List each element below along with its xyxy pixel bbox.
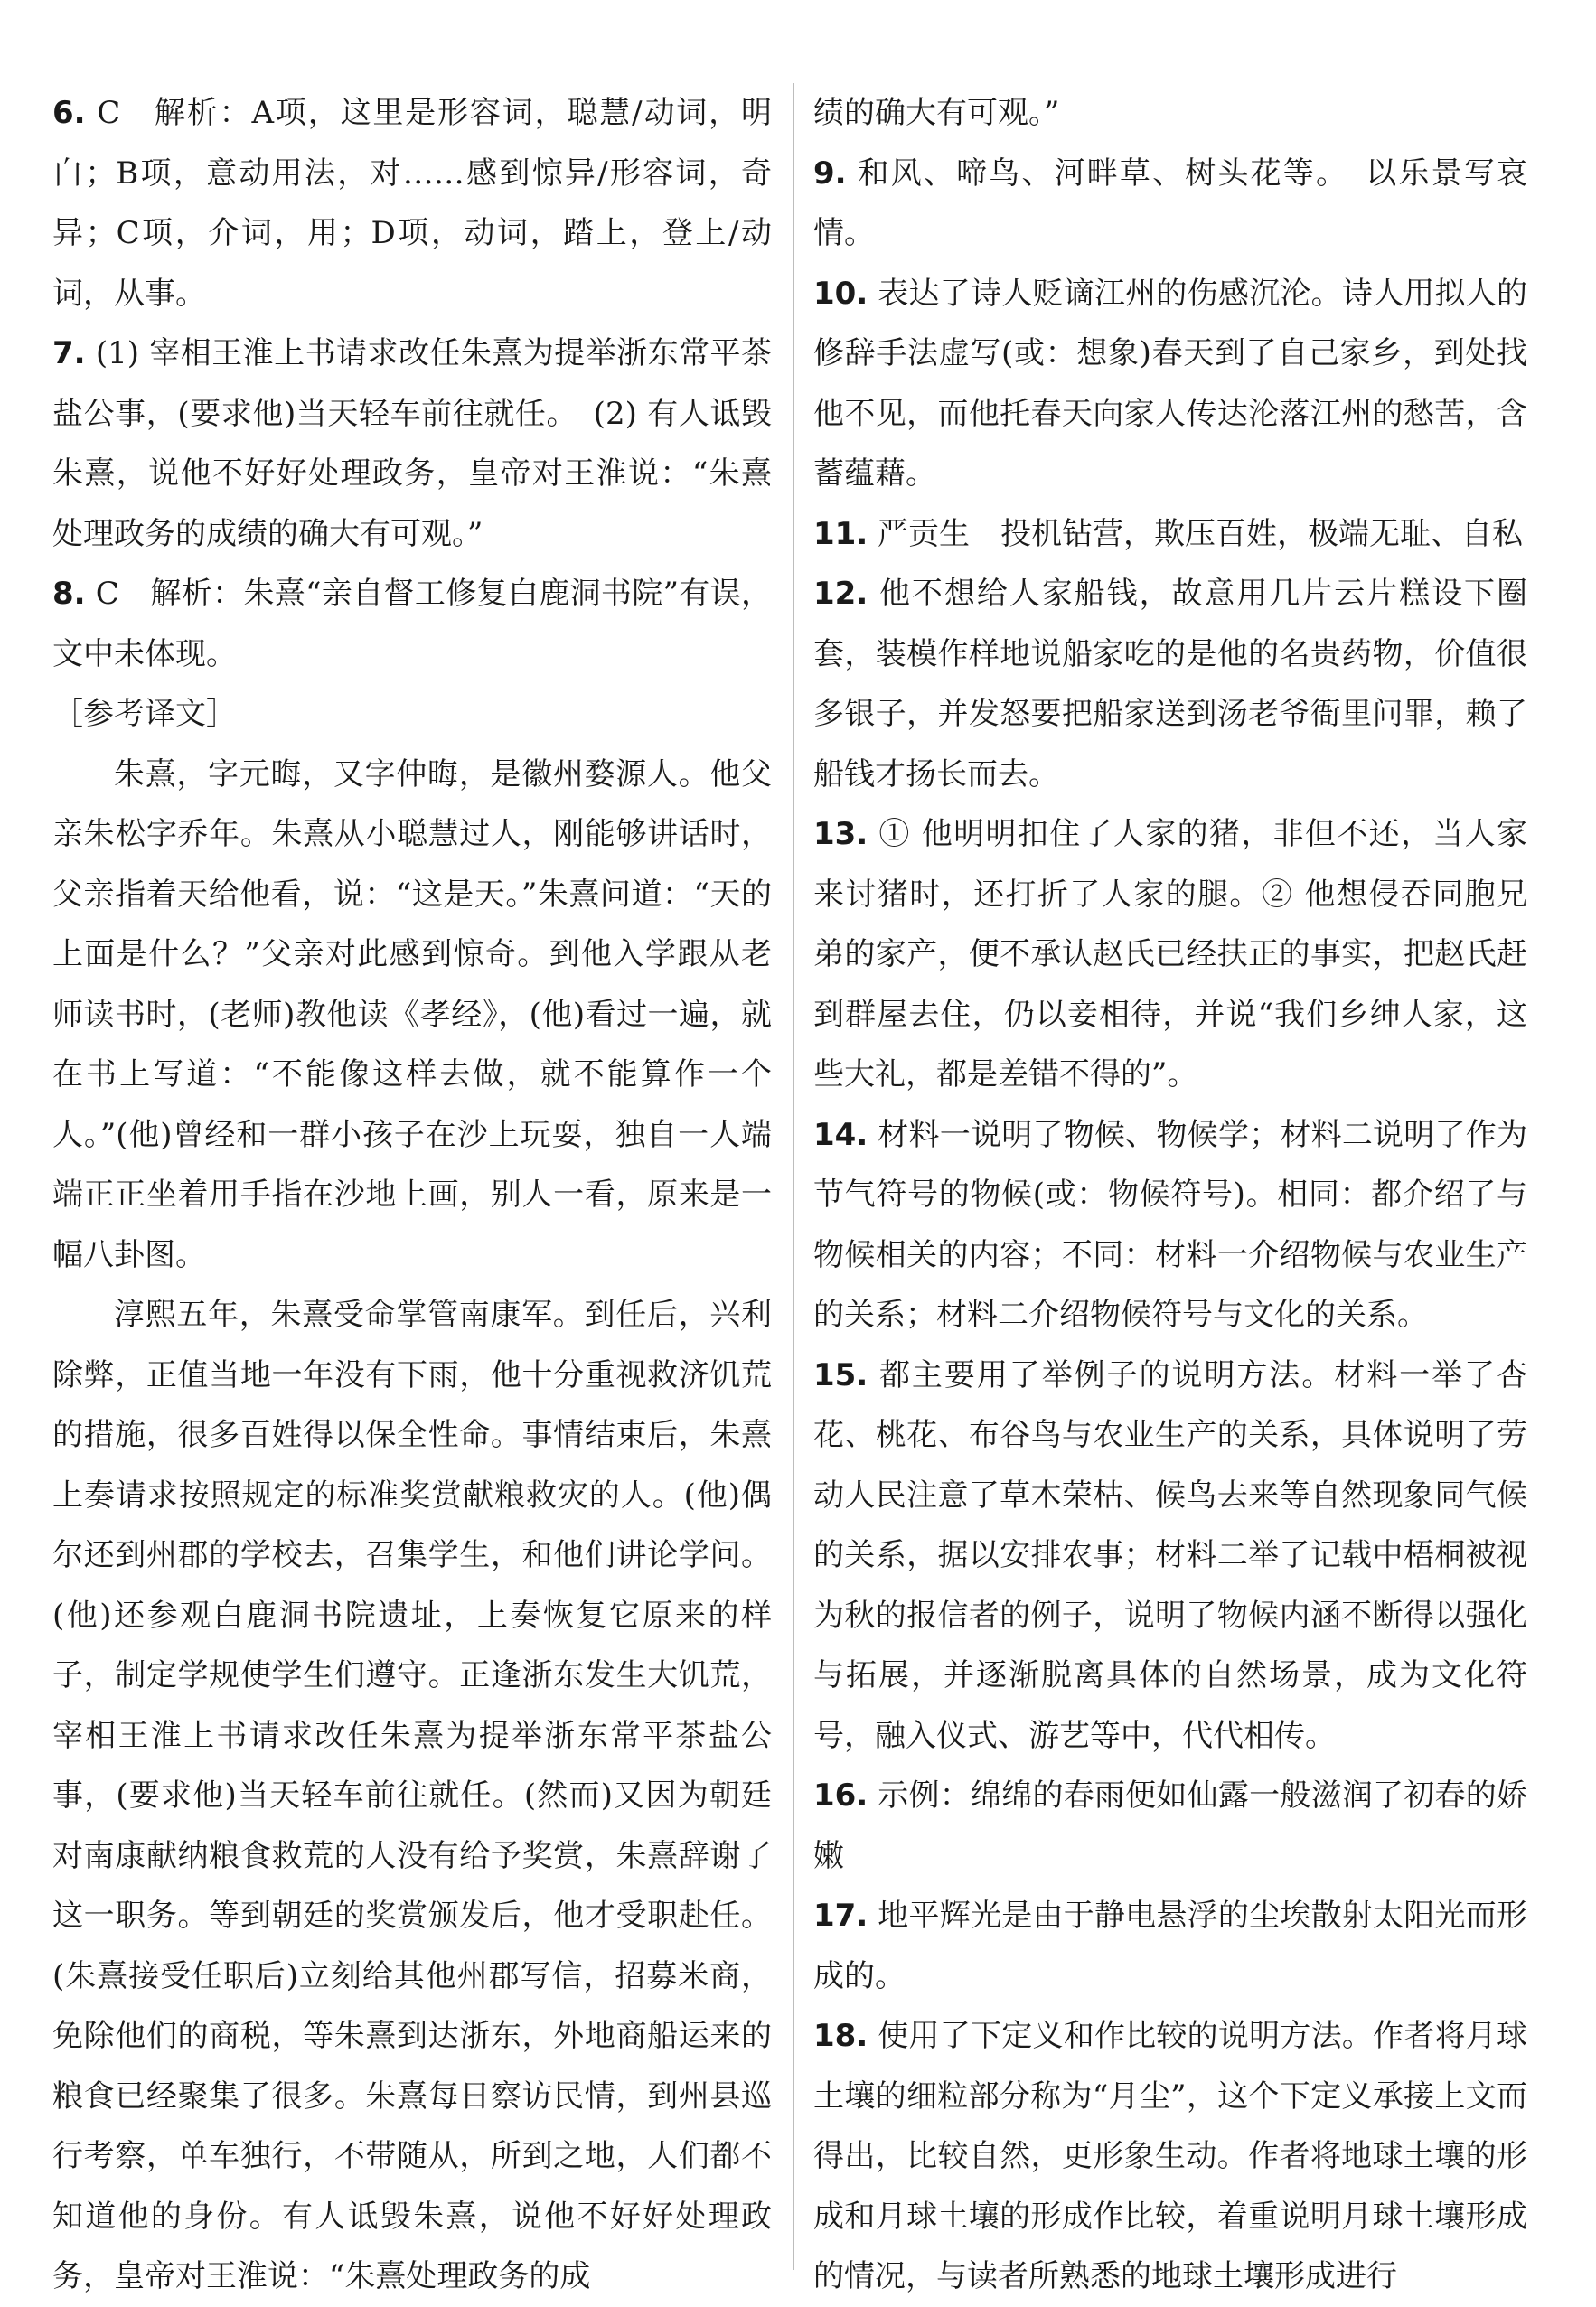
item-number: 9. [813, 155, 847, 192]
translation-continuation: 绩的确大有可观。” [813, 95, 1060, 131]
answer-item-16 [813, 1766, 1527, 1886]
item-text: 地平辉光是由于静电悬浮的尘埃散射太阳光而形成的。 [813, 1898, 1527, 1994]
item-text: (1) 宰相王淮上书请求改任朱熹为提举浙东常平茶盐公事，(要求他)当天轻车前往就任。 (2) 有人诋毁朱熹，说他不好好处理政务，皇帝对王淮说：“朱熹处理政务的成绩的确大有可观。” [52, 335, 772, 552]
item-text: 示例：绵绵的春雨便如仙露一般滋润了初春的娇嫩 [813, 1777, 1527, 1874]
answer-item-18 [813, 2006, 1527, 2307]
item-text: 都主要用了举例子的说明方法。材料一举了杏花、桃花、布谷鸟与农业生产的关系，具体说明了劳动人民注意了草木荣枯、候鸟去来等自然现象同气候的关系，据以安排农事；材料二举了记载中梧桐被视为秋的报信者的例子，说明了物候内涵不断得以强化与拓展，并逐渐脱离具体的自然场景，成为文化符号，融入仪式、游艺等中，代代相传。 [813, 1356, 1527, 1754]
item-number: 7. [52, 335, 86, 371]
answer-item-9 [813, 144, 1527, 264]
item-text: C 解析：A项，这里是形容词，聪慧/动词，明白；B项，意动用法，对……感到惊异/形容词，奇异；C项，介词，用；D项，动词，踏上，登上/动词，从事。 [52, 95, 772, 312]
translation-label: ［参考译文］ [52, 696, 237, 732]
item-text: C 解析：朱熹“亲自督工修复白鹿洞书院”有误，文中未体现。 [52, 576, 772, 672]
item-number: 14. [813, 1116, 868, 1153]
answer-item-17 [813, 1886, 1527, 2006]
translation-paragraph: 淳熙五年，朱熹受命掌管南康军。到任后，兴利除弊，正值当地一年没有下雨，他十分重视救济饥荒的措施，很多百姓得以保全性命。事情结束后，朱熹上奏请求按照规定的标准奖赏献粮救灾的人。(他)偶尔还到州郡的学校去，召集学生，和他们讲论学问。(他)还参观白鹿洞书院遗址，上奏恢复它原来的样子，制定学规使学生们遵守。正逢浙东发生大饥荒，宰相王淮上书请求改任朱熹为提举浙东常平茶盐公事，(要求他)当天轻车前往就任。(然而)又因为朝廷对南康献纳粮食救荒的人没有给予奖赏，朱熹辞谢了这一职务。等到朝廷的奖赏颁发后，他才受职赴任。(朱熹接受任职后)立刻给其他州郡写信，招募米商，免除他们的商税，等朱熹到达浙东，外地商船运来的粮食已经聚集了很多。朱熹每日察访民情，到州县巡行考察，单车独行，不带随从，所到之地，人们都不知道他的身份。有人诋毁朱熹，说他不好好处理政务，皇帝对王淮说：“朱熹处理政务的成 [52, 1297, 772, 2294]
left-column [52, 83, 772, 2307]
item-number: 8. [52, 576, 86, 612]
column-divider [793, 83, 794, 2270]
item-number: 16. [813, 1777, 868, 1814]
item-text: 材料一说明了物候、物候学；材料二说明了作为节气符号的物候(或：物候符号)。相同：都介绍了与物候相关的内容；不同：材料一介绍物候与农业生产的关系；材料二介绍物候符号与文化的关系。 [813, 1116, 1527, 1333]
item-number: 10. [813, 275, 868, 312]
answer-item-7 [52, 324, 772, 564]
answer-item-8 [52, 564, 772, 684]
item-number: 15. [813, 1356, 868, 1393]
translation-paragraph: 朱熹，字元晦，又字仲晦，是徽州婺源人。他父亲朱松字乔年。朱熹从小聪慧过人，刚能够讲话时，父亲指着天给他看，说：“这是天。”朱熹问道：“天的上面是什么？”父亲对此感到惊奇。到他入学跟从老师读书时，(老师)教他读《孝经》，(他)看过一遍，就在书上写道：“不能像这样去做，就不能算作一个人。”(他)曾经和一群小孩子在沙上玩耍，独自一人端端正正坐着用手指在沙地上画，别人一看，原来是一幅八卦图。 [52, 755, 772, 1273]
item-number: 12. [813, 576, 868, 612]
item-text: ① 他明明扣住了人家的猪，非但不还，当人家来讨猪时，还打折了人家的腿。② 他想侵吞同胞兄弟的家产，便不承认赵氏已经扶正的事实，把赵氏赶到群屋去住，仍以妾相待，并说“我们乡绅人家，这些大礼，都是差错不得的”。 [813, 816, 1527, 1093]
item-number: 11. [813, 515, 868, 552]
item-text: 严贡生 投机钻营，欺压百姓，极端无耻、自私 [868, 515, 1524, 552]
item-text: 表达了诗人贬谪江州的伤感沉沦。诗人用拟人的修辞手法虚写(或：想象)春天到了自己家乡，到处找他不见，而他托春天向家人传达沦落江州的愁苦，含蓄蕴藉。 [813, 275, 1527, 492]
answer-item-11 [813, 504, 1527, 565]
item-text: 使用了下定义和作比较的说明方法。作者将月球土壤的细粒部分称为“月尘”，这个下定义承接上文而得出，比较自然，更形象生动。作者将地球土壤的形成和月球土壤的形成作比较，着重说明月球土壤形成的情况，与读者所熟悉的地球土壤形成进行 [813, 2018, 1527, 2294]
answer-item-15 [813, 1346, 1527, 1767]
right-column [813, 83, 1527, 2307]
item-number: 18. [813, 2018, 868, 2054]
item-number: 17. [813, 1898, 868, 1934]
answer-item-12 [813, 564, 1527, 804]
answer-item-10 [813, 264, 1527, 504]
item-text: 和风、啼鸟、河畔草、树头花等。 以乐景写哀情。 [813, 155, 1527, 251]
answer-item-6 [52, 83, 772, 324]
answer-item-13 [813, 804, 1527, 1105]
item-number: 13. [813, 816, 868, 852]
item-number: 6. [52, 95, 86, 131]
answer-item-14 [813, 1105, 1527, 1346]
item-text: 他不想给人家船钱，故意用几片云片糕设下圈套，装模作样地说船家吃的是他的名贵药物，价值很多银子，并发怒要把船家送到汤老爷衙里问罪，赖了船钱才扬长而去。 [813, 576, 1527, 792]
